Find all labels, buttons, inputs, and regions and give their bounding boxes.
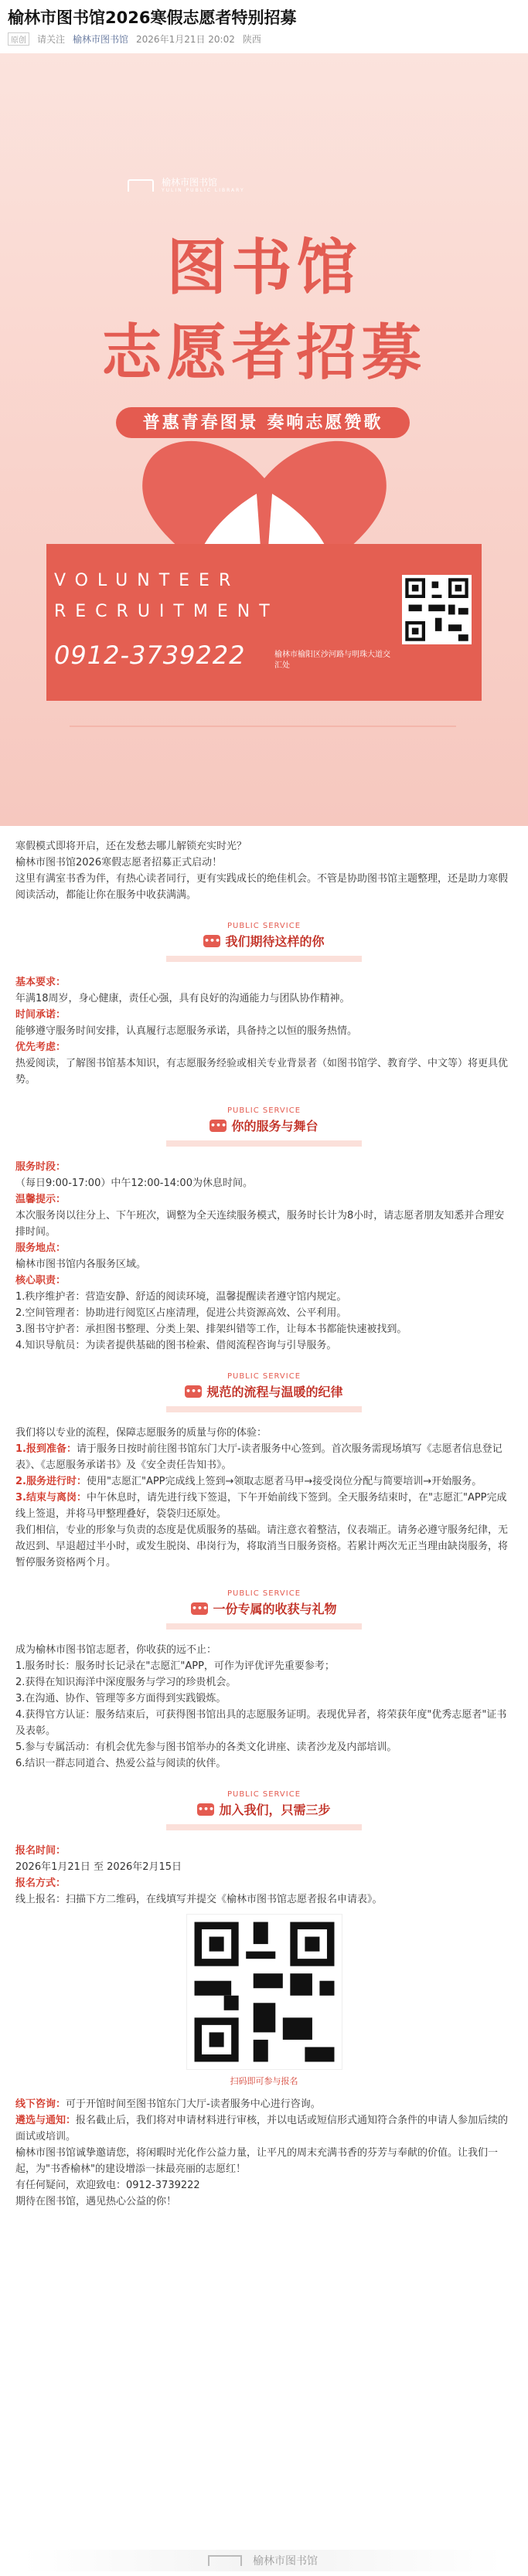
step2-text: 使用"志愿汇"APP完成线上签到→领取志愿者马甲→接受岗位分配与简要培训→开始服务。 <box>86 1476 482 1487</box>
req-label: 基本要求： <box>15 977 66 988</box>
s4-intro: 成为榆林市图书馆志愿者，你收获的远不止： <box>15 1644 217 1656</box>
heading-title: 规范的流程与温暖的纪律 <box>206 1385 343 1399</box>
qr-caption: 扫码即可参与报名 <box>230 2076 298 2086</box>
intro-text <box>0 838 528 903</box>
place-text: 榆林市图书馆内各服务区域。 <box>15 1259 147 1270</box>
chat-bubble-icon: ••• <box>185 1385 203 1396</box>
pref-text: 热爱阅读，了解图书馆基本知识，有志愿服务经验或相关专业背景者（如图书馆学、教育学、中文等）将更具优势。 <box>15 1058 509 1086</box>
invite-text: 榆林市图书馆诚挚邀请您，将闲暇时光化作公益力量，让平凡的周末充满书香的芬芳与奉献的价值。让我们一起，为"书香榆林"的建设增添一抹最亮丽的志愿红！ <box>15 2147 499 2175</box>
heading-title: 你的服务与舞台 <box>231 1119 319 1133</box>
signup-time-label: 报名时间： <box>15 1845 66 1857</box>
benefit-item: 5.参与专属活动：有机会优先参与图书馆举办的各类文化讲座、读者沙龙及内部培训。 <box>15 1742 397 1753</box>
heading-underline <box>166 1406 362 1412</box>
intro-line3: 这里有满室书香为伴，有热心读者同行，更有实践成长的绝佳机会。不管是协助图书馆主题整理，还是助力寒假阅读活动，都能让你在服务中收获满满。 <box>15 873 509 901</box>
chat-bubble-icon: ••• <box>197 1803 215 1814</box>
heading-kicker: PUBLIC SERVICE <box>227 1372 301 1381</box>
step1-text: 请于服务日按时前往图书馆东门大厅-读者服务中心签到。首次服务需现场填写《志愿者信息登记表》、《志愿服务承诺书》及《安全责任告知书》。 <box>15 1443 502 1471</box>
consult-text: 可于开馆时间至图书馆东门大厅-读者服务中心进行咨询。 <box>66 2099 321 2110</box>
poster-phone: 0912-3739222 <box>54 641 246 670</box>
pref-label: 优先考虑： <box>15 1042 66 1053</box>
section-1-body <box>0 974 528 1088</box>
publish-date: 2026年1月21日 20:02 <box>136 34 235 45</box>
benefit-item: 2.获得在知识海洋中深度服务与学习的珍贵机会。 <box>15 1677 237 1688</box>
benefit-item: 4.获得官方认证：服务结束后，可获得图书馆出具的志愿服务证明。表现优异者，将荣获年度"优秀志愿者"证书及表彰。 <box>15 1709 507 1737</box>
chat-bubble-icon: ••• <box>209 1120 227 1130</box>
section-5-tail <box>0 2096 528 2210</box>
heading-underline <box>166 1623 362 1630</box>
chat-bubble-icon: ••• <box>203 935 221 946</box>
req-text: 年满18周岁，身心健康，责任心强，具有良好的沟通能力与团队协作精神。 <box>15 993 350 1004</box>
footer-logo <box>23 2550 502 2571</box>
library-roof-icon <box>128 179 154 192</box>
source-link[interactable]: 榆林市图书馆 <box>73 34 129 45</box>
tip-text: 本次服务岗以往分上、下午班次，调整为全天连续服务模式，服务时长计为8小时，请志愿者朋友知悉并合理安排时间。 <box>15 1210 505 1238</box>
intro-line1: 寒假模式即将开启，还在发愁去哪儿解锁充实时光？ <box>15 841 247 852</box>
tip-label: 温馨提示： <box>15 1194 66 1205</box>
poster-title-line1: 图书馆 <box>166 233 362 303</box>
heading-kicker: PUBLIC SERVICE <box>227 1589 301 1598</box>
article-meta <box>0 29 528 53</box>
author-label: 请关注 <box>37 34 66 45</box>
heading-title: 加入我们，只需三步 <box>219 1803 331 1817</box>
poster-banner: 普惠青春图景 奏响志愿赞歌 <box>116 407 410 438</box>
heading-underline <box>166 1824 362 1830</box>
heading-underline <box>166 1140 362 1147</box>
section-5-body <box>0 1843 528 1908</box>
signup-time-text: 2026年1月21日 至 2026年2月15日 <box>15 1861 182 1873</box>
time-label: 时间承诺： <box>15 1009 66 1021</box>
section-4-body <box>0 1642 528 1772</box>
place-label: 服务地点： <box>15 1242 66 1254</box>
signup-qr-code[interactable] <box>186 1914 342 2070</box>
section-heading-1 <box>0 922 528 965</box>
duty-item: 3.图书守护者：承担图书整理、分类上架、排架纠错等工作，让每本书都能快速被找到。 <box>15 1324 407 1335</box>
section-heading-3 <box>0 1372 528 1415</box>
poster-en-volunteer: VOLUNTEER <box>54 571 240 590</box>
heading-title: 我们期待这样的你 <box>225 934 325 949</box>
heading-kicker: PUBLIC SERVICE <box>227 1106 301 1115</box>
s3-note: 我们相信，专业的形象与负责的态度是优质服务的基础。请注意衣着整洁，仪表端正。请务必遵守服务纪律，无故迟到、早退超过半小时，或发生脱岗、串岗行为，将取消当日服务资格。若累计两次无正当理由缺岗服务，将暂停服务资格两个月。 <box>15 1524 509 1568</box>
hours-text: （每日9:00-17:00）中午12:00-14:00为休息时间。 <box>15 1178 253 1189</box>
poster-logo <box>128 177 245 193</box>
heading-title: 一份专属的收获与礼物 <box>213 1602 337 1616</box>
footer-logo-name: 榆林市图书馆 <box>253 2555 318 2568</box>
consult-label: 线下咨询： <box>15 2099 66 2110</box>
duty-label: 核心职责： <box>15 1275 66 1286</box>
poster-address: 榆林市榆阳区沙河路与明珠大道交汇处 <box>274 651 390 670</box>
benefit-item: 6.结识一群志同道合、热爱公益与阅读的伙伴。 <box>15 1758 227 1769</box>
poster-qr-code <box>402 575 472 644</box>
signup-way-text: 线上报名：扫描下方二维码，在线填写并提交《榆林市图书馆志愿者报名申请表》。 <box>15 1894 383 1905</box>
step2-label: 2.服务进行时： <box>15 1476 87 1487</box>
poster-divider <box>70 726 456 727</box>
benefit-item: 1.服务时长：服务时长记录在"志愿汇"APP，可作为评优评先重要参考； <box>15 1660 335 1672</box>
recruitment-poster <box>0 53 528 826</box>
hotline-text: 有任何疑问，欢迎致电：0912-3739222 <box>15 2180 200 2191</box>
publish-location: 陕西 <box>242 34 261 45</box>
signup-way-label: 报名方式： <box>15 1878 66 1889</box>
duty-item: 4.知识导航员：为读者提供基础的图书检索、借阅流程咨询与引导服务。 <box>15 1340 337 1351</box>
s3-intro: 我们将以专业的流程，保障志愿服务的质量与你的体验： <box>15 1427 267 1439</box>
section-heading-4 <box>0 1589 528 1633</box>
notice-text: 报名截止后，我们将对申请材料进行审核，并以电话或短信形式通知符合条件的申请人参加后续的面试或培训。 <box>15 2115 509 2143</box>
notice-label: 遴选与通知： <box>15 2115 77 2126</box>
article-title: 榆林市图书馆2026寒假志愿者特别招募 <box>8 8 297 27</box>
section-2-body <box>0 1159 528 1354</box>
original-tag: 原创 <box>8 32 29 46</box>
section-3-body <box>0 1425 528 1571</box>
step3-text: 中午休息时，请先进行线下签退，下午开始前线下签到。全天服务结束时，在"志愿汇"APP完成线上签退，并将马甲整理叠好，袋袋归还原处。 <box>15 1492 507 1520</box>
heading-kicker: PUBLIC SERVICE <box>227 922 301 930</box>
hours-label: 服务时段： <box>15 1161 66 1173</box>
poster-logo-name: 榆林市图书馆 <box>162 177 218 188</box>
poster-logo-en: YULIN PUBLIC LIBRARY <box>162 188 245 193</box>
duty-item: 1.秩序维护者：营造安静、舒适的阅读环境，温馨提醒读者遵守馆内规定。 <box>15 1291 347 1303</box>
duty-item: 2.空间管理者：协助进行阅览区占座清理，促进公共资源高效、公平利用。 <box>15 1307 347 1319</box>
step3-label: 3.结束与离岗： <box>15 1492 87 1504</box>
time-text: 能够遵守服务时间安排，认真履行志愿服务承诺，具备持之以恒的服务热情。 <box>15 1025 358 1037</box>
section-heading-5 <box>0 1790 528 1833</box>
library-roof-icon <box>208 2555 242 2566</box>
step1-label: 1.报到准备： <box>15 1443 77 1455</box>
benefit-item: 3.在沟通、协作、管理等多方面得到实践锻炼。 <box>15 1693 227 1704</box>
poster-title-line2: 志愿者招募 <box>101 318 427 388</box>
intro-line2: 榆林市图书馆2026寒假志愿者招募正式启动！ <box>15 857 223 868</box>
heading-kicker: PUBLIC SERVICE <box>227 1790 301 1799</box>
section-heading-2 <box>0 1106 528 1150</box>
closing-text: 期待在图书馆，遇见热心公益的你！ <box>15 2196 177 2207</box>
poster-en-recruitment: RECRUITMENT <box>54 602 279 621</box>
chat-bubble-icon: ••• <box>191 1602 209 1613</box>
heading-underline <box>166 956 362 962</box>
